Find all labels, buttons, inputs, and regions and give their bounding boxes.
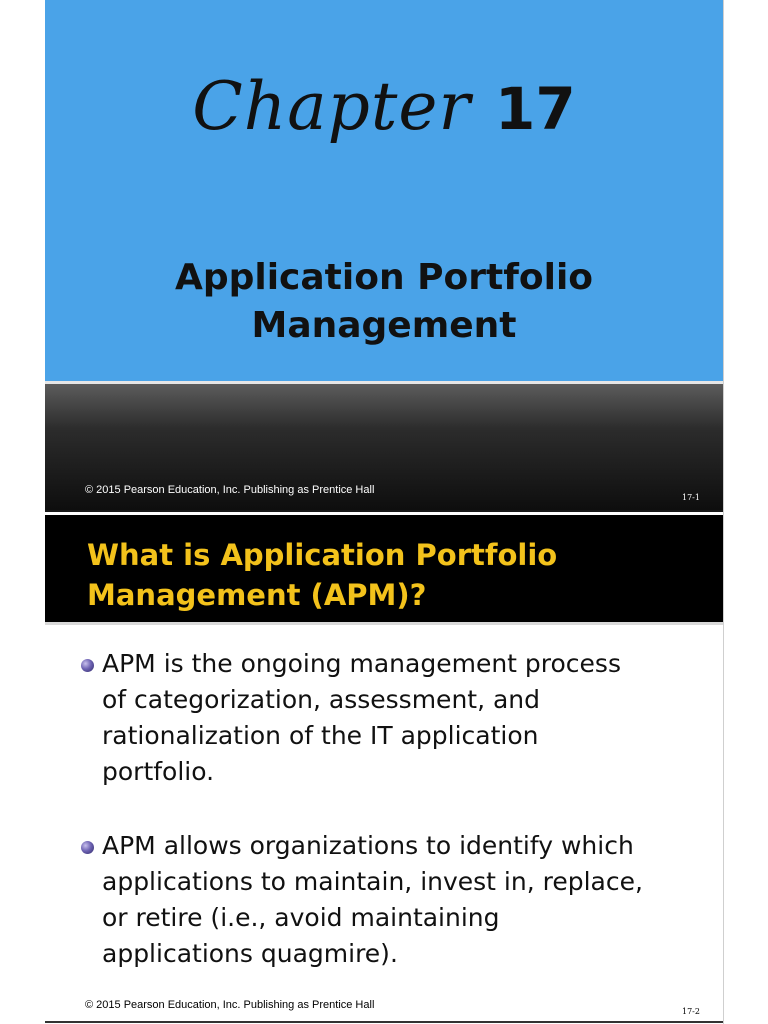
chapter-number: 17 [495,75,576,143]
copyright-notice: © 2015 Pearson Education, Inc. Publishing as Prentice Hall [85,999,375,1011]
bottom-rule [45,1021,723,1023]
bullet-line: rationalization of the IT application [102,721,539,750]
bullet-line: applications to maintain, invest in, replace, [102,867,643,896]
bullet-item [87,646,707,790]
bullet-dot-icon [81,659,94,672]
bottom-rule [45,510,723,512]
subtitle-line-2: Management [251,305,517,346]
slide-2 [45,515,723,1024]
subtitle-line-1: Application Portfolio [174,257,594,298]
page-edge [723,0,724,1024]
chapter-word: Chapter [192,68,471,145]
slide-1 [45,0,723,512]
bullet-line: applications quagmire). [102,939,398,968]
bullet-line: of categorization, assessment, and [102,685,541,714]
bullet-line: APM allows organizations to identify which [102,831,634,860]
copyright-notice: © 2015 Pearson Education, Inc. Publishing as Prentice Hall [85,484,375,496]
heading-line-2: Management (APM)? [87,578,427,612]
page-number: 17-2 [682,1007,700,1016]
bullet-text [87,828,707,972]
bullet-item [87,828,707,972]
bullet-line: portfolio. [102,757,215,786]
bullet-line: APM is the ongoing management process [102,649,621,678]
bullet-dot-icon [81,841,94,854]
page-number: 17-1 [682,493,700,502]
heading-line-1: What is Application Portfolio [87,538,558,572]
slide-heading [87,535,707,615]
chapter-title [45,68,723,145]
header-rule [45,622,723,625]
chapter-subtitle [45,254,723,350]
bullet-text [87,646,707,790]
bullet-line: or retire (i.e., avoid maintaining [102,903,500,932]
